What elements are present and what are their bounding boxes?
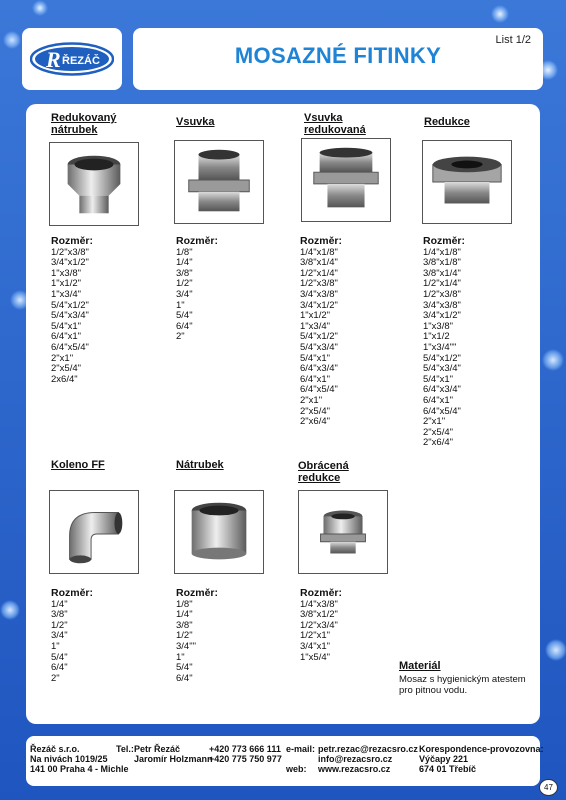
size-item: 3/4"x1" [300,640,330,652]
size-item: 5/4"x3/4" [51,310,89,322]
footer [26,736,544,786]
footer-email-label: e-mail: web: [286,744,316,774]
size-item: 2"x5/4" [300,405,330,417]
size-item: 3/8"x1/4" [300,257,338,269]
nipple-icon [174,140,264,224]
size-item: 1"x3/4" [300,320,330,332]
size-item: 1"x1/2 [423,331,450,343]
product-name: Koleno FF [51,459,105,471]
size-item: 2"x1" [423,416,446,428]
size-item: 3/4" [176,288,193,300]
size-item: 3/8"x1/2" [300,609,338,621]
size-item: 5/4"x1/2" [300,331,338,343]
elbow-icon [49,490,139,574]
size-list-reducing-socket [51,236,93,385]
size-item: 1/2"x1" [300,630,330,642]
size-item: 5/4"x1" [300,352,330,364]
product-name: Vsuvka redukovaná [304,112,366,136]
size-list-reducing-nipple [300,236,342,428]
product-name: Obrácená redukce [298,460,349,484]
size-list-reverse-reducer [300,588,342,663]
logo-box [22,28,122,90]
size-item: 1"x3/8" [423,320,453,332]
title-box [133,28,543,90]
size-item: 3/8" [51,609,68,621]
size-item: 1/2" [176,278,193,290]
size-item: 2"x5/4" [51,363,81,375]
product-name: Vsuvka [176,116,215,128]
size-item: 3/8"x1/8" [423,257,461,269]
product-reverse-reducer [298,460,349,484]
size-item: 1"x5/4" [300,651,330,663]
page-title: MOSAZNÉ FITINKY [234,43,442,68]
footer-phones: +420 773 666 111 +420 775 750 977 [209,744,282,764]
size-item: 3/4"x1/2" [300,299,338,311]
size-item: 1"x1/2" [300,310,330,322]
size-item: 1/2" [176,630,193,642]
size-item: 5/4"x1/2" [423,352,461,364]
size-item: 2"x5/4" [423,426,453,438]
size-item: 3/4"x1/2" [423,310,461,322]
size-item: 5/4"x1/2" [51,299,89,311]
product-name: Redukovaný nátrubek [51,112,117,136]
size-item: 1" [176,299,185,311]
size-item: 2"x6/4" [300,416,330,428]
size-item: 2x6/4" [51,373,78,385]
size-item: 1/2"x3/8" [300,278,338,290]
logo-text: ŘEZÁČ [62,55,100,67]
size-item: 1/8" [176,598,193,610]
size-item: 5/4" [176,662,193,674]
size-item: 2"x1" [300,394,323,406]
size-item: 3/4"x3/8" [300,288,338,300]
size-item: 1/4" [51,598,68,610]
page-number: 47 [539,779,558,796]
size-item: 1/4"x1/8" [423,246,461,258]
size-list-socket [176,588,218,684]
size-item: 1/2" [51,619,68,631]
product-bushing [424,116,470,128]
list-label: List 1/2 [495,34,531,46]
size-item: 1"x3/8" [51,267,81,279]
content-panel [26,104,540,724]
size-item: 1"x1/2" [51,278,81,290]
size-item: 5/4"x3/4" [300,341,338,353]
product-socket [176,459,224,471]
rezac-logo [30,42,114,76]
size-list-nipple [176,236,218,343]
size-item: 3/4" [51,630,68,642]
size-item: 1/2"x3/8" [423,288,461,300]
reducing-nipple-icon [301,138,391,222]
size-item: 6/4"x1" [423,394,453,406]
size-item: 1/4" [176,257,193,269]
size-item: 2"x1" [51,352,74,364]
material-heading: Materiál [399,660,441,672]
size-item: 1"x3/4" [51,288,81,300]
size-item: 6/4"x5/4" [300,384,338,396]
material-note [399,660,529,696]
size-item: 6/4"x3/4" [423,384,461,396]
size-item: 3/8" [176,267,193,279]
size-item: 2" [51,672,60,684]
size-item: 1" [51,640,60,652]
product-reducing-nipple [304,112,366,136]
size-item: 6/4" [51,662,68,674]
reducing-socket-icon [49,142,139,226]
size-item: 5/4"x3/4" [423,363,461,375]
product-reducing-socket [51,112,116,136]
size-item: 3/4"x1/2" [51,257,89,269]
product-name: Nátrubek [176,459,224,471]
size-item: 6/4"x5/4" [423,405,461,417]
size-list-elbow [51,588,93,684]
size-item: 1"x3/4"" [423,341,457,353]
size-item: 6/4" [176,320,193,332]
size-item: 5/4"x1" [51,320,81,332]
reverse-reducer-icon [298,490,388,574]
size-item: 6/4"x5/4" [51,341,89,353]
size-item: 5/4" [176,310,193,322]
size-item: 3/4"x3/8" [423,299,461,311]
size-item: 5/4" [51,651,68,663]
size-item: 1/4"x1/8" [300,246,338,258]
size-item: 3/8"x1/4" [423,267,461,279]
size-item: 1/4" [176,609,193,621]
material-text: Mosaz s hygienickým atestem pro pitnou vodu. [399,674,526,696]
size-item: 1" [176,651,185,663]
size-label: Rozměr: [423,235,466,247]
size-label: Rozměr: [176,235,219,247]
size-label: Rozměr: [300,235,343,247]
size-item: 3/8" [176,619,193,631]
size-item: 1/2"x1/4" [423,278,461,290]
footer-company: Řezáč s.r.o. Na nivách 1019/25 141 00 Praha 4 - Michle [30,744,129,774]
size-label: Rozměr: [300,587,343,599]
size-item: 2"x6/4" [423,437,453,449]
size-item: 6/4"x1" [51,331,81,343]
size-item: 1/2"x3/8" [51,246,89,258]
size-label: Rozměr: [51,587,94,599]
size-item: 3/4"" [176,640,196,652]
size-item: 1/8" [176,246,193,258]
socket-icon [174,490,264,574]
product-nipple [176,116,215,128]
size-label: Rozměr: [51,235,94,247]
footer-contacts: Petr Řezáč Jaromír Holzmann [134,744,213,764]
size-list-bushing [423,236,465,449]
size-label: Rozměr: [176,587,219,599]
size-item: 6/4" [176,672,193,684]
size-item: 2" [176,331,185,343]
footer-tel-label: Tel.: [116,744,134,754]
size-item: 1/2"x3/4" [300,619,338,631]
footer-emails: petr.rezac@rezacsro.cz info@rezacsro.cz www.rezacsro.cz [318,744,418,774]
size-item: 5/4"x1" [423,373,453,385]
size-item: 1/4"x3/8" [300,598,338,610]
product-name: Redukce [424,116,470,128]
footer-branch: Korespondence-provozovna: Výčapy 221 674 01 Třebíč [419,744,544,774]
logo-letter: R [46,47,61,72]
size-item: 6/4"x1" [300,373,330,385]
product-elbow [51,459,105,471]
bushing-icon [422,140,512,224]
size-item: 1/2"x1/4" [300,267,338,279]
size-item: 6/4"x3/4" [300,363,338,375]
